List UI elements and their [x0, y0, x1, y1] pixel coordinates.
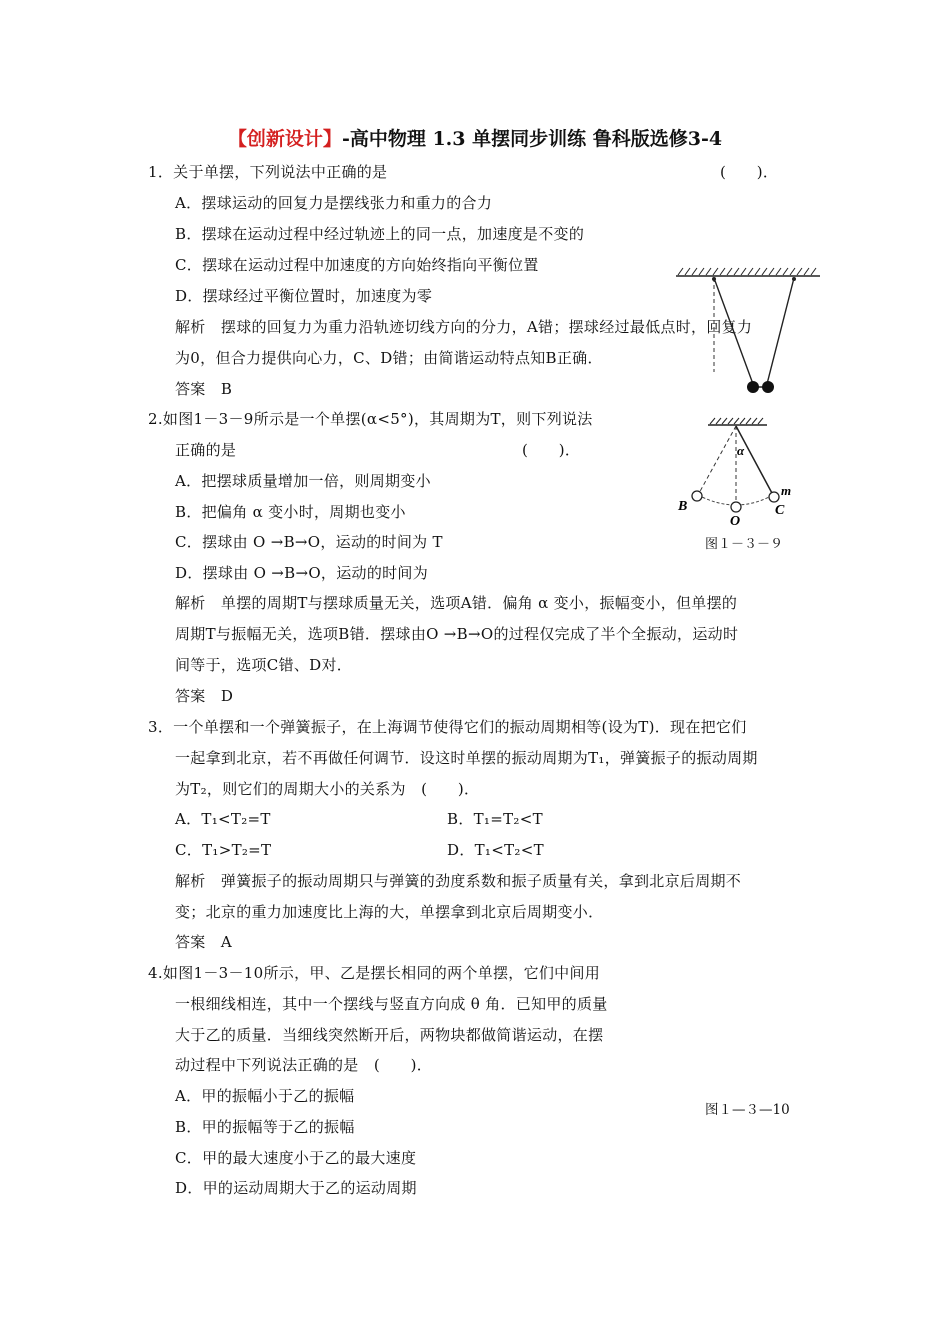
string-jia — [714, 278, 753, 384]
q3-option-c: C．T₁>T₂=T — [175, 841, 272, 859]
q3-line1: 3．一个单摆和一个弹簧振子，在上海调节使得它们的振动周期相等(设为T)．现在把它们 — [148, 718, 747, 736]
q4-option-c: C．甲的最大速度小于乙的最大速度 — [175, 1149, 417, 1167]
ceiling-hatch — [676, 268, 820, 276]
q2-analysis-line3: 间等于，选项C错、D对． — [175, 656, 353, 674]
q2-option-a: A．把摆球质量增加一倍，则周期变小 — [175, 472, 431, 490]
q3-answer: 答案 A — [175, 933, 233, 951]
ball-c — [769, 492, 779, 502]
ball-jia — [747, 381, 759, 393]
ceiling-hatch — [708, 418, 767, 425]
label-alpha: α — [737, 443, 745, 458]
ball-yi — [762, 381, 774, 393]
q3-line3: 为T₂，则它们的周期大小的关系为 ( )． — [175, 780, 480, 798]
q3-option-a: A．T₁<T₂=T — [175, 810, 271, 828]
q2-stem-line1: 2.如图1－3－9所示是一个单摆(α<5°)，其周期为T，则下列说法 — [148, 410, 593, 428]
q2-stem-line2: 正确的是 — [175, 441, 237, 459]
q1-option-d: D．摆球经过平衡位置时，加速度为零 — [175, 287, 433, 305]
q1-analysis-line2: 为0，但合力提供向心力，C、D错；由简谐运动特点知B正确． — [175, 349, 603, 367]
q2-analysis-line2: 周期T与振幅无关，选项B错．摆球由O →B→O的过程仅完成了半个全振动，运动时 — [175, 625, 739, 643]
ball-b — [692, 491, 702, 501]
ball-o — [731, 502, 741, 512]
figure-1-3-10-caption: 图１—３—10 — [705, 1102, 790, 1118]
figure-1-3-10 — [672, 262, 824, 397]
q4-option-d: D．甲的运动周期大于乙的运动周期 — [175, 1179, 417, 1197]
q3-option-b: B．T₁=T₂<T — [447, 810, 543, 828]
q3-line2: 一起拿到北京，若不再做任何调节．设这时单摆的振动周期为T₁，弹簧振子的振动周期 — [175, 749, 758, 767]
figure-1-3-9-caption: 图１－３－９ — [705, 537, 784, 552]
label-m: m — [781, 483, 792, 498]
q1-stem: 1．关于单摆，下列说法中正确的是 — [148, 163, 388, 181]
pendulum-string — [736, 426, 773, 495]
figure-1-3-9 — [675, 415, 792, 530]
q2-option-c: C．摆球由 O →B→O，运动的时间为 T — [175, 533, 443, 551]
q2-answer: 答案 D — [175, 687, 234, 705]
q1-answer: 答案 B — [175, 380, 233, 398]
q4-line3: 大于乙的质量．当细线突然断开后，两物块都做简谐运动，在摆 — [175, 1026, 604, 1044]
q4-line4: 动过程中下列说法正确的是 ( )． — [175, 1056, 433, 1074]
q2-option-d: D．摆球由 O →B→O，运动的时间为 — [175, 564, 429, 582]
q4-option-a: A．甲的振幅小于乙的振幅 — [175, 1087, 355, 1105]
q2-blank: ( )． — [522, 441, 581, 459]
q1-option-a: A．摆球运动的回复力是摆线张力和重力的合力 — [175, 194, 493, 212]
q1-analysis-line1: 解析 摆球的回复力为重力沿轨迹切线方向的分力，A错；摆球经过最低点时，回复力 — [175, 318, 753, 336]
q3-analysis-line2: 变；北京的重力加速度比上海的大，单摆拿到北京后周期变小． — [175, 903, 604, 921]
label-o: O — [730, 514, 741, 529]
pivot-right — [792, 277, 796, 281]
q3-option-d: D．T₁<T₂<T — [447, 841, 544, 859]
q2-option-b: B．把偏角 α 变小时，周期也变小 — [175, 503, 406, 521]
string-yi — [767, 278, 794, 384]
q1-blank: ( )． — [720, 163, 779, 181]
title-highlight: 【创新设计】 — [227, 128, 342, 150]
q2-analysis-line1: 解析 单摆的周期T与摆球质量无关，选项A错．偏角 α 变小，振幅变小，但单摆的 — [175, 594, 738, 612]
label-b: B — [678, 499, 688, 514]
page-title — [0, 124, 950, 151]
q1-option-b: B．摆球在运动过程中经过轨迹上的同一点，加速度是不变的 — [175, 225, 585, 243]
q4-line2: 一根细线相连，其中一个摆线与竖直方向成 θ 角．已知甲的质量 — [175, 995, 608, 1013]
label-c: C — [775, 503, 785, 518]
pivot-left — [712, 277, 716, 281]
q4-line1: 4.如图1－3－10所示，甲、乙是摆长相同的两个单摆，它们中间用 — [148, 964, 601, 982]
q4-option-b: B．甲的振幅等于乙的振幅 — [175, 1118, 355, 1136]
q3-analysis-line1: 解析 弹簧振子的振动周期只与弹簧的劲度系数和振子质量有关，拿到北京后周期不 — [175, 872, 742, 890]
dashed-string-left — [698, 426, 736, 495]
title-rest: -高中物理 1.3 单摆同步训练 鲁科版选修3-4 — [341, 128, 723, 150]
q1-option-c: C．摆球在运动过程中加速度的方向始终指向平衡位置 — [175, 256, 539, 274]
